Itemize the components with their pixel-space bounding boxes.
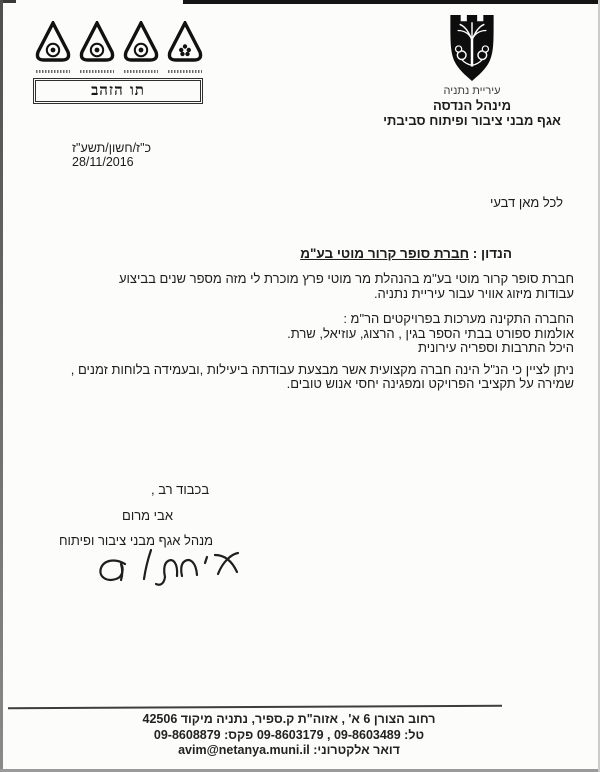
- letter-body: [20, 272, 574, 392]
- footer-phones: טל: 09-8603489 , 09-8603179 פקס: 09-8608879: [153, 727, 425, 742]
- closing-regards: בכבוד רב ,: [151, 482, 210, 497]
- scan-artifact-left: [0, 0, 3, 772]
- municipality-division: אגף מבני ציבור ופיתוח סביבתי: [383, 113, 561, 128]
- signature-icon: [85, 544, 250, 597]
- gregorian-date: 28/11/2016: [72, 154, 134, 169]
- drop-icon: [77, 21, 117, 73]
- subject-text: חברת סופר קרור מוטי בע"מ: [300, 246, 470, 261]
- drop-icon: [33, 21, 73, 73]
- signer-name: אבי מרום: [122, 508, 173, 523]
- gold-mark-logo: [33, 21, 205, 104]
- drop-caption-text: [36, 70, 70, 73]
- gold-mark-banner-label: תו הזהב: [33, 78, 203, 104]
- footer-address: רחוב הצורן 6 א' , אזוה"ת ק.ספיר, נתניה מיקוד 42506: [142, 712, 436, 726]
- municipality-name: עיריית נתניה: [443, 85, 501, 97]
- drop-icon: [121, 21, 161, 73]
- scan-artifact-top: [183, 0, 600, 4]
- paragraph1-line2: עבודות מיזוג אוויר עבור עיריית נתניה.: [373, 285, 574, 301]
- date-block: [72, 142, 151, 169]
- recipient-line: לכל מאן דבעי: [489, 195, 563, 210]
- hebrew-date: כ"ז/חשון/תשע"ז: [72, 141, 152, 155]
- subject-label: הנדון :: [469, 246, 512, 261]
- paragraph3-line2: שמירה על תקציבי הפרויקט ומפגינה יחסי אנוש טובים.: [286, 376, 574, 391]
- drop-caption-text: [80, 70, 114, 73]
- signer-title: מנהל אגף מבני ציבור ופיתוח: [59, 533, 214, 548]
- gold-mark-drops: [33, 21, 205, 73]
- paragraph2-line1: החברה התקינה מערכות בפרויקטים הר"מ :: [343, 311, 574, 326]
- drop-caption-text: [124, 70, 158, 73]
- footer-divider: [8, 705, 502, 710]
- drop-caption-text: [168, 70, 202, 73]
- municipality-department: מינהל הנדסה: [432, 98, 512, 113]
- paragraph1-line1: חברת סופר קרור מוטי בע"מ בהנהלת מר מוטי פרץ מוכרת לי מזה מספר שנים בביצוע: [118, 271, 574, 286]
- footer-email-line: [0, 743, 578, 759]
- municipality-header: [362, 85, 582, 128]
- footer-email-address: avim@netanya.muni.il: [178, 743, 310, 757]
- footer-email-label: דואר אלקטרוני:: [313, 743, 400, 757]
- footer: [0, 712, 578, 759]
- drop-flower-icon: [165, 21, 205, 73]
- paragraph3-line1: ניתן לציין כי הנ"ל הינה חברה מקצועית אשר מבצעת עבודתה ביעילות ,ובעמידה בלוחות זמנים ,: [70, 361, 574, 377]
- netanya-emblem-icon: [448, 13, 496, 88]
- paragraph2-line3: היכל התרבות וספריה עירונית: [418, 340, 574, 355]
- subject-line: [300, 246, 512, 261]
- paragraph2-line2: אולמות ספורט בבתי הספר בגין , הרצוג, עוזיאל, שרת.: [287, 325, 574, 341]
